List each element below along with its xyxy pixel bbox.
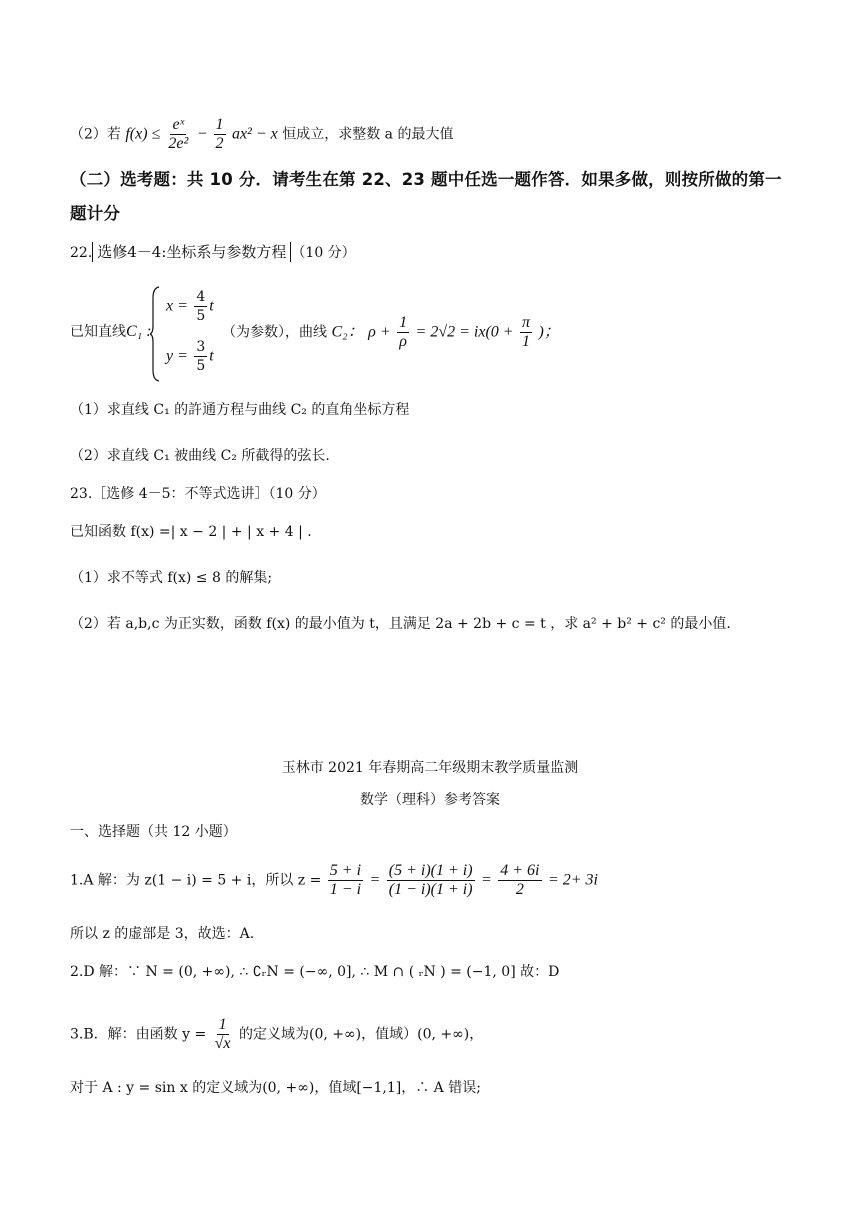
eq2-den: 5: [196, 358, 206, 374]
q22-line-name: C₁ :: [126, 323, 152, 340]
q21-frac1: [166, 116, 190, 153]
a1-f1-num: 5 + i: [329, 862, 362, 879]
q22-score: （10 分）: [291, 245, 356, 261]
q21-part2-line: [70, 116, 820, 153]
curve-frac2: [520, 314, 532, 351]
a1-frac1: [328, 862, 363, 899]
a3-prefix: 3.B．解：由函数 y =: [70, 1026, 207, 1043]
curve-frac2-num: π: [522, 314, 531, 331]
a1-result: = 2+ 3i: [547, 871, 598, 889]
q23-part1: （1）求不等式 f(x) ≤ 8 的解集;: [70, 570, 273, 586]
answer3-line2: 对于 A : y = sin x 的定义域为(0, +∞)，值域[−1,1]，∴ A 错误;: [70, 1080, 481, 1096]
answers-section1: 一、选择题（共 12 小题）: [70, 824, 237, 840]
section2-heading-line1: （二）选考题：共 10 分．请考生在第 22、23 题中任选一题作答．如果多做，则按所做的第一: [70, 170, 782, 189]
eq1-den: 5: [196, 308, 206, 324]
a3-frac-den: √x: [214, 1035, 231, 1052]
eq2-frac: [194, 338, 207, 375]
left-brace-icon: [150, 286, 160, 382]
q22-topic: 选修4－4:坐标系与参数方程: [92, 242, 291, 262]
q22-header: [70, 242, 820, 263]
curve-eq-b: = 2√2 = ix(0 +: [415, 323, 514, 341]
q21-lhs: f(x) ≤: [125, 125, 165, 143]
curve-eq-c: )；: [538, 323, 560, 341]
answer1-conclusion: 所以 z 的虚部是 3，故选：A.: [70, 926, 255, 942]
q22-part2: （2）求直线 C₁ 被曲线 C₂ 所截得的弦长.: [70, 448, 330, 464]
curve-frac: [397, 314, 409, 351]
q21-frac2-num: 1: [215, 116, 224, 133]
q21-frac1-den: 2e²: [168, 135, 189, 152]
a1-f3-den: 2: [515, 881, 524, 898]
eq2-num: 3: [196, 339, 206, 355]
curve-eq-a: ρ +: [368, 323, 391, 341]
curve-frac-num: 1: [399, 314, 408, 331]
a3-frac-num: 1: [218, 1016, 227, 1033]
a1-f2-num: (5 + i)(1 + i): [388, 862, 473, 879]
eq1-frac: [194, 288, 207, 325]
q22-given-prefix: 已知直线: [70, 324, 126, 340]
answer1-line: [70, 862, 820, 899]
a1-eq: =: [369, 871, 381, 889]
q21-frac2: [214, 116, 226, 153]
curve-frac-den: ρ: [399, 333, 407, 350]
q22-eq2: [166, 338, 214, 375]
q21-suffix: 恒成立，求整数 a 的最大值: [282, 126, 454, 143]
q22-curve-name: C₂：: [331, 323, 364, 341]
a1-f1-den: 1 − i: [329, 881, 362, 898]
eq2-lhs: y =: [166, 347, 188, 365]
q21-minus: −: [196, 125, 212, 143]
q21-frac2-den: 2: [215, 135, 224, 152]
q22-curve-line: [222, 314, 560, 351]
q23-part2: （2）若 a,b,c 为正实数，函数 f(x) 的最小值为 t，且满足 2a + 2b + c = t ，求 a² + b² + c² 的最小值.: [70, 616, 731, 632]
q22-param-note: （为参数），曲线: [222, 324, 327, 341]
eq1-var: t: [209, 297, 214, 315]
a1-f3-num: 4 + 6i: [500, 862, 540, 879]
answer2-line: 2.D 解：∵ N = (0, +∞), ∴ ∁ᵣN = (−∞, 0], ∴ M ∩ ( ᵣN ) = (−1, 0] 故：D: [70, 964, 560, 980]
answer-title: 玉林市 2021 年春期高二年级期末教学质量监测: [281, 760, 579, 776]
answer3-line: [70, 1016, 820, 1053]
eq2-var: t: [209, 347, 214, 365]
q21-part2-prefix: （2）若: [70, 126, 126, 143]
q22-eq1: [166, 288, 214, 325]
section2-heading-line2: 题计分: [70, 204, 121, 223]
a1-eq2: =: [481, 871, 492, 889]
a1-frac2: [387, 862, 475, 899]
eq1-num: 4: [196, 289, 206, 305]
q22-number: 22.: [70, 245, 93, 261]
q23-header: 23.［选修 4－5：不等式选讲］（10 分）: [70, 486, 326, 502]
q22-part1: （1）求直线 C₁ 的許通方程与曲线 C₂ 的直角坐标方程: [70, 402, 410, 418]
curve-frac2-den: 1: [522, 333, 531, 350]
a1-frac3: [498, 862, 541, 899]
a1-prefix: 1.A 解：为 z(1 − i) = 5 + i，所以 z =: [70, 872, 322, 889]
q23-given: 已知函数 f(x) =| x − 2 | + | x + 4 | .: [70, 524, 312, 540]
answer-subtitle: 数学（理科）参考答案: [360, 792, 500, 808]
a3-suffix: 的定义域为(0, +∞)，值域）(0, +∞)，: [238, 1026, 484, 1043]
eq1-lhs: x =: [166, 297, 188, 315]
q21-frac1-num: eˣ: [172, 116, 185, 133]
a3-frac: [213, 1016, 233, 1053]
a1-f2-den: (1 − i)(1 + i): [388, 881, 473, 898]
q21-rest: ax² − x: [231, 125, 278, 143]
